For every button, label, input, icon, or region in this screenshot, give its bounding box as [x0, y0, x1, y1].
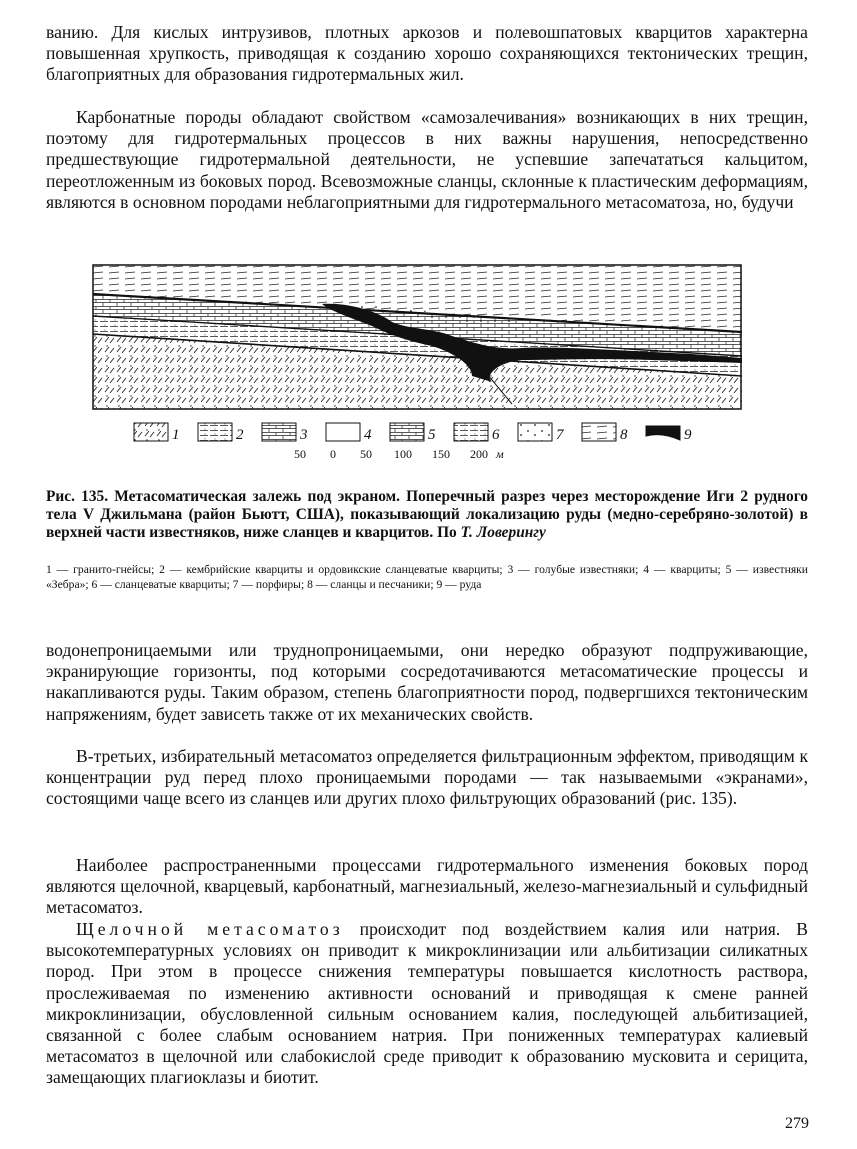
legend-label-4: 4: [364, 427, 372, 443]
legend-label-7: 7: [556, 427, 564, 443]
cross-section-figure: [92, 264, 742, 410]
alkaline-text: происходит под воздействием калия или натрия. В высокотемпературных условиях он приводит к микроклинизации или альбитизации силикатных пород. При этом в процессе снижения температуры повышается кислотность раствора, прослеживаемая по изменению активности оснований и приводящая к смене ранней микроклинизации, обусловленной сильным основанием калия, последующей альбитизацией, связанной с более слабым основанием натрия. При пониженных температурах калиевый метасоматоз в щелочной или слабокислой среде приводит к образованию мусковита и серицита, замещающих плагиоклазы и биотит.: [46, 919, 808, 1088]
legend-label-5: 5: [428, 427, 436, 443]
figure-scale-bar: [290, 444, 530, 464]
legend-label-6: 6: [492, 427, 500, 443]
paragraph-screens: водонепроницаемыми или труднопроницаемыми, они нередко образуют подпруживающие, экранирующие горизонты, под которыми сосредотачиваются метасоматические процессы и накапливаются руды. Таким образом, степень благоприятности пород, подвергшихся тектоническим напряжениям, будет зависеть также от их механических свойств.: [46, 640, 808, 724]
scale-label-100: 100: [394, 447, 412, 461]
paragraph-common-processes: Наиболее распространенными процессами гидротермального изменения боковых пород являются щелочной, кварцевый, карбонатный, магнезиальный, железо-магнезиальный и сульфидный метасоматоз.: [46, 855, 808, 918]
page-number: 279: [785, 1115, 809, 1132]
scale-label-50: 50: [360, 447, 372, 461]
legend-label-3: 3: [300, 427, 308, 443]
caption-author: Т. Ловерингу: [460, 524, 546, 541]
paragraph-intrusives: ванию. Для кислых интрузивов, плотных аркозов и полевошпатовых кварцитов характерна повышенная хрупкость, приводящая к созданию хорошо сохраняющихся тектонических трещин, благоприятных для образования гидротермальных жил.: [46, 22, 808, 85]
scale-label-0: 0: [330, 447, 336, 461]
legend-label-9: 9: [684, 427, 692, 443]
legend-label-2: 2: [236, 427, 244, 443]
legend-label-8: 8: [620, 427, 628, 443]
paragraph-alkaline-metasomatism: [46, 919, 808, 1089]
figure-caption: [46, 488, 808, 542]
scale-label-150: 150: [432, 447, 450, 461]
figure-legend-text: 1 — гранито-гнейсы; 2 — кембрийские кварциты и ордовикские сланцеватые кварциты; 3 — голубые известняки; 4 — кварциты; 5 — известняки «Зебра»; 6 — сланцеватые кварциты; 7 — порфиры; 8 — сланцы и песчаники; 9 — руда: [46, 563, 808, 591]
scale-unit: м: [496, 447, 504, 461]
figure-legend: [132, 418, 732, 446]
paragraph-carbonates: Карбонатные породы обладают свойством «самозалечивания» возникающих в них трещин, поэтому для гидротермальных процессов в них важны нарушения, непосредственно предшествующие гидротермальной деятельности, не успевшие запечататься кальцитом, переотложенным из боковых пород. Всевозможные сланцы, склонные к пластическим деформациям, являются в основном породами неблагоприятными для гидротермального метасоматоза, но, будучи: [46, 107, 808, 212]
scale-label-50a: 50: [294, 447, 306, 461]
scale-label-200: 200: [470, 447, 488, 461]
legend-label-1: 1: [172, 427, 180, 443]
term-alkaline-metasomatism: Щелочной метасоматоз: [76, 919, 344, 939]
paragraph-third: В-третьих, избирательный метасоматоз определяется фильтрационным эффектом, приводящим к концентрации руд перед плохо проницаемыми породами — так называемыми «экранами», состоящими чаще всего из сланцев или других плохо фильтрующих образований (рис. 135).: [46, 746, 808, 809]
caption-main: Рис. 135. Метасоматическая залежь под экраном. Поперечный разрез через месторождение Иги 2 рудного тела V Джильмана (район Бьютт, США), показывающий локализацию руды (медно-серебряно-золотой) в верхней части известняков, ниже сланцев и кварцитов. По: [46, 488, 808, 541]
